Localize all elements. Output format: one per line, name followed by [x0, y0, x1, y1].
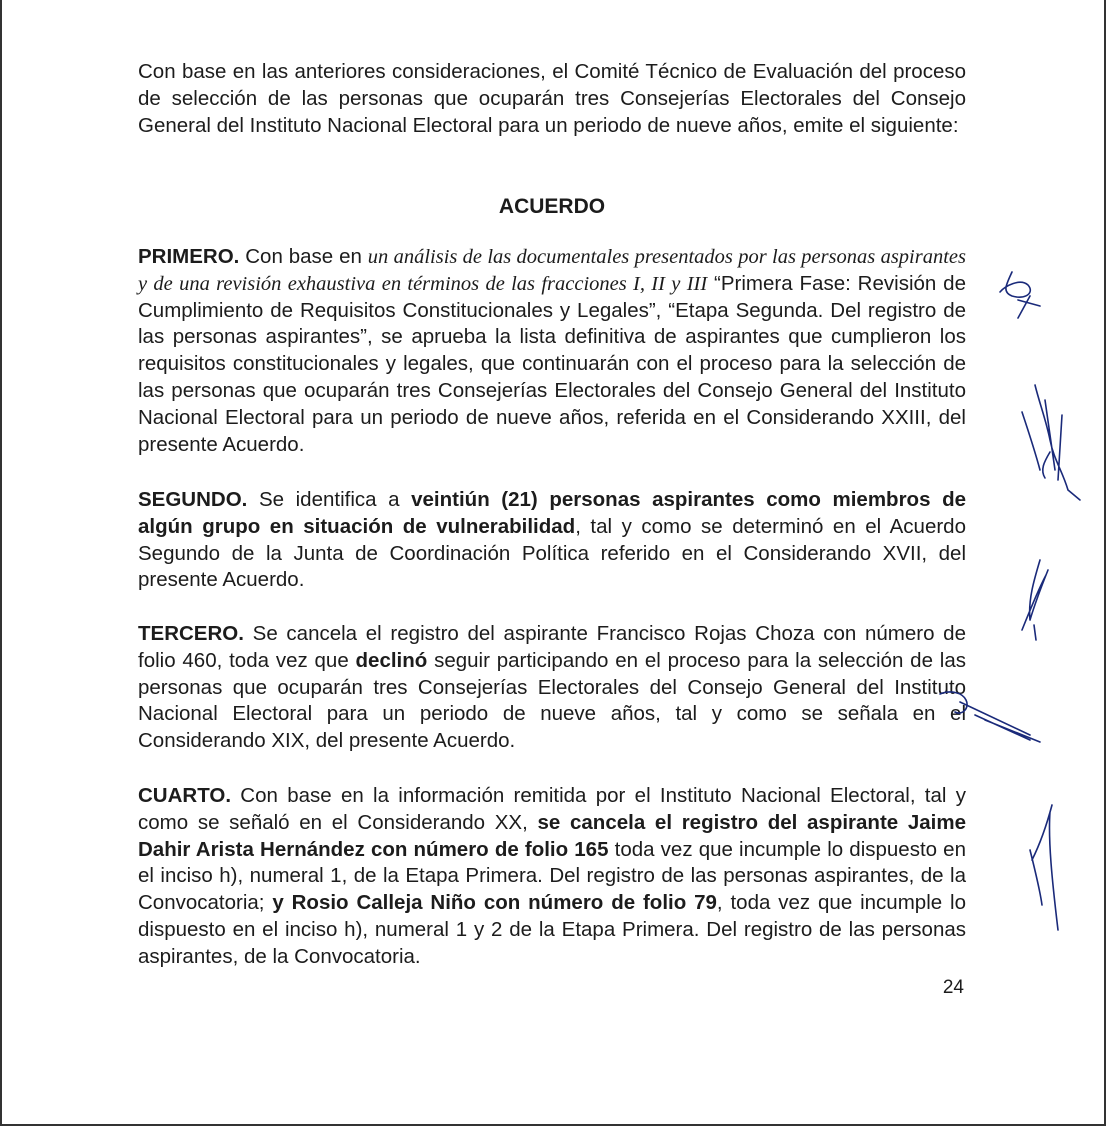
cuarto-bold-2: y Rosio Calleja Niño con número de folio 79	[272, 891, 717, 915]
cuarto-text-3: , toda vez que incumple lo dispuesto en el inciso h), numeral 1 y 2 de la Etapa Primera. Del registro de las personas aspirantes, de la Convocatoria.	[138, 891, 966, 968]
primero-label: PRIMERO.	[138, 245, 240, 268]
intro-text: Con base en las anteriores consideraciones, el Comité Técnico de Evaluación del proceso de selección de las personas que ocuparán tres Consejerías Electorales del Consejo General del Instituto Nacional Electoral para un periodo de nueve años, emite el siguiente:	[138, 60, 966, 137]
segundo-text-2: , tal y como se determinó en el Acuerdo Segundo de la Junta de Coordinación Política referido en el Considerando XVII, del presente Acuerdo.	[138, 514, 966, 592]
paragraph-cuarto	[138, 783, 966, 971]
cuarto-text-1: Con base en la información remitida por el Instituto Nacional Electoral, tal y como se señaló en el Considerando XX,	[138, 784, 966, 834]
section-heading: ACUERDO	[498, 195, 606, 218]
tercero-label: TERCERO.	[138, 622, 244, 645]
cuarto-label: CUARTO.	[138, 784, 232, 807]
paragraph-segundo	[138, 487, 966, 594]
segundo-text-1: Se identifica a	[247, 488, 412, 511]
paragraph-primero	[138, 244, 966, 458]
page-number: 24	[942, 977, 964, 998]
paragraph-tercero	[138, 621, 966, 755]
primero-text-2: “Primera Fase: Revisión de Cumplimiento de Requisitos Constitucionales y Legales”, “Etapa Segunda. Del registro de las personas aspirantes”, se aprueba la lista definitiva de aspirantes que cumplieron los requisitos constitucionales y legales, que continuarán con el proceso para la selección de las personas que ocuparán tres Consejerías Electorales del Consejo General del Instituto Nacional Electoral para un periodo de nueve años, referida en el Considerando XXIII, del presente Acuerdo.	[138, 271, 966, 456]
segundo-bold: veintiún (21) personas aspirantes como miembros de algún grupo en situación de vulnerabilidad	[138, 488, 966, 538]
segundo-label: SEGUNDO.	[138, 488, 248, 511]
primero-text-1: Con base en	[239, 245, 368, 268]
tercero-bold: declinó	[355, 648, 428, 672]
intro-paragraph	[138, 59, 966, 139]
tercero-text-1: Se cancela el registro del aspirante Francisco Rojas Choza con número de folio 460, toda vez que	[138, 622, 966, 672]
cuarto-text-2: toda vez que incumple lo dispuesto en el inciso h), numeral 1, de la Etapa Primera. Del registro de las personas aspirantes, de la Convocatoria;	[138, 837, 966, 915]
primero-italic: un análisis de las documentales presentados por las personas aspirantes y de una revisión exhaustiva en términos de las fracciones I, II y III	[138, 246, 966, 295]
cuarto-bold-1: se cancela el registro del aspirante Jaime Dahir Arista Hernández con número de folio 165	[138, 810, 967, 861]
tercero-text-2: seguir participando en el proceso para la selección de las personas que ocuparán tres Consejerías Electorales del Consejo General del Instituto Nacional Electoral para un periodo de nueve años, tal y como se señala en el Considerando XIX, del presente Acuerdo.	[138, 648, 966, 753]
